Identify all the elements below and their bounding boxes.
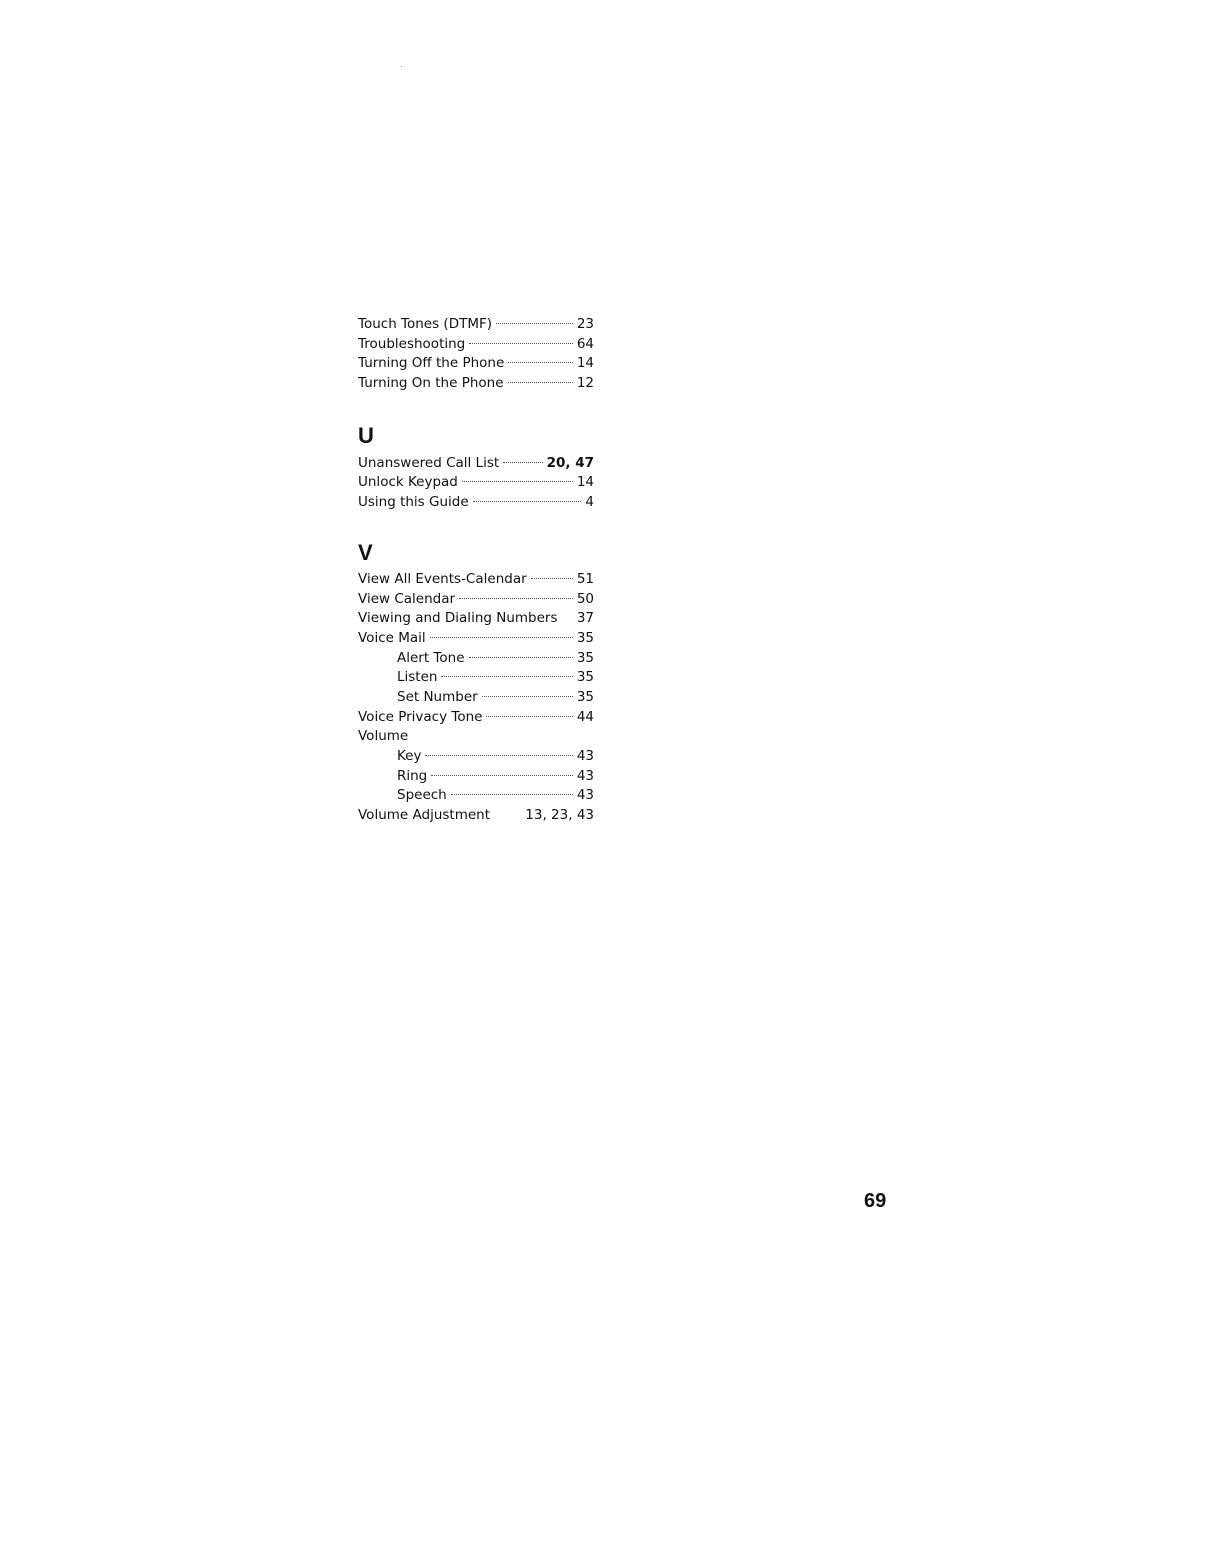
index-pages: 23 xyxy=(576,316,594,332)
index-entry xyxy=(358,473,594,493)
dot-leader xyxy=(482,696,573,697)
section-letter-u: U xyxy=(358,422,374,448)
index-entry xyxy=(358,570,594,590)
index-pages: 64 xyxy=(576,335,594,352)
index-pages: 35 xyxy=(576,629,594,646)
index-entry xyxy=(358,727,594,747)
dot-leader xyxy=(425,755,572,756)
index-pages: 43 xyxy=(576,767,594,784)
dot-leader xyxy=(496,323,573,324)
index-pages: 44 xyxy=(576,708,594,725)
index-pages: 43 xyxy=(576,787,594,804)
index-term: Voice Mail xyxy=(358,629,426,646)
index-entry xyxy=(358,454,594,474)
index-term: Volume Adjustment xyxy=(358,807,491,824)
section-letter-v: V xyxy=(358,539,373,565)
index-term: Unlock Keypad xyxy=(358,474,458,491)
index-subentry xyxy=(358,668,594,688)
index-pages: 35 xyxy=(576,649,594,666)
index-term: Unanswered Call List xyxy=(358,454,500,471)
index-term: Troubleshooting xyxy=(358,335,466,352)
index-term: View All Events-Calendar xyxy=(358,570,527,587)
index-subentry xyxy=(358,786,594,806)
index-pages: 43 xyxy=(576,748,594,764)
index-term: Using this Guide xyxy=(358,494,469,511)
index-pages: 50 xyxy=(576,590,594,607)
index-entry xyxy=(358,374,594,394)
index-pages: 12 xyxy=(576,375,594,392)
dot-leader xyxy=(469,657,573,658)
page-number: 69 xyxy=(864,1190,887,1212)
index-entry xyxy=(358,315,594,335)
dot-leader xyxy=(503,462,542,463)
index-subentry xyxy=(358,767,594,787)
index-term: Touch Tones (DTMF) xyxy=(358,316,493,332)
index-term: Listen xyxy=(397,669,438,686)
index-group-t xyxy=(358,315,594,394)
dot-leader xyxy=(431,775,573,776)
index-term: View Calendar xyxy=(358,590,456,607)
index-entry xyxy=(358,354,594,374)
index-term: Volume xyxy=(358,728,409,745)
dot-leader xyxy=(531,578,573,579)
index-pages: 4 xyxy=(585,494,594,511)
index-entry xyxy=(358,806,594,826)
index-entry xyxy=(358,708,594,728)
index-term: Voice Privacy Tone xyxy=(358,708,483,725)
index-term: Speech xyxy=(397,787,447,804)
index-pages: 14 xyxy=(576,474,594,491)
dot-leader xyxy=(508,362,573,363)
index-entry xyxy=(358,609,594,629)
index-group-v xyxy=(358,541,594,826)
dot-leader xyxy=(508,382,573,383)
index-term: Set Number xyxy=(397,688,478,705)
index-column xyxy=(358,315,594,826)
index-pages: 51 xyxy=(576,570,594,587)
index-pages: 13, 23, 43 xyxy=(525,807,594,824)
index-term: Turning On the Phone xyxy=(358,375,504,392)
scan-speck xyxy=(401,66,402,67)
dot-leader xyxy=(469,343,573,344)
index-pages: 37 xyxy=(576,610,594,627)
index-subentry xyxy=(358,688,594,708)
dot-leader xyxy=(473,501,582,502)
index-term: Alert Tone xyxy=(397,649,465,666)
dot-leader xyxy=(451,794,573,795)
index-pages: 20, 47 xyxy=(546,454,594,471)
index-group-u xyxy=(358,424,594,513)
index-entry xyxy=(358,493,594,513)
index-entry xyxy=(358,335,594,355)
dot-leader xyxy=(459,598,573,599)
index-term: Viewing and Dialing Numbers xyxy=(358,610,558,627)
index-subentry xyxy=(358,747,594,767)
index-subentry xyxy=(358,649,594,669)
dot-leader xyxy=(430,637,573,638)
dot-leader xyxy=(486,716,572,717)
index-pages: 14 xyxy=(576,355,594,372)
index-pages: 35 xyxy=(576,669,594,686)
index-term: Ring xyxy=(397,767,428,784)
index-term: Key xyxy=(397,748,422,764)
index-entry xyxy=(358,629,594,649)
dot-leader xyxy=(441,676,572,677)
index-term: Turning Off the Phone xyxy=(358,355,505,372)
index-pages: 35 xyxy=(576,688,594,705)
dot-leader xyxy=(462,481,573,482)
index-entry xyxy=(358,590,594,610)
